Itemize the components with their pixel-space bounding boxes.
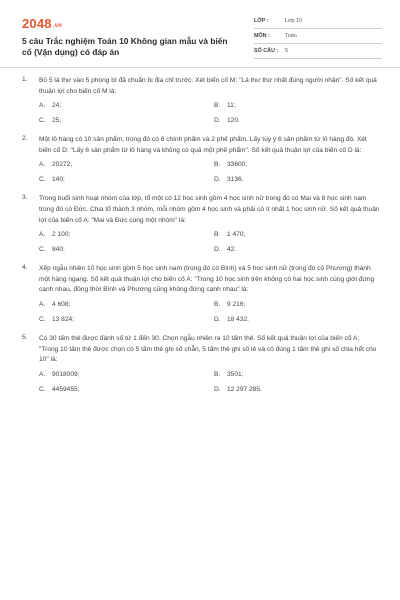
meta-table [254,14,382,59]
question-item [22,76,380,124]
option-text: 120. [227,117,240,125]
logo-suffix: .vn [52,23,63,29]
site-logo[interactable] [22,16,62,31]
option-key: D. [214,117,221,125]
option-key: A. [39,370,46,378]
answer-option-b[interactable] [214,371,384,378]
answer-options [39,371,380,393]
option-key: D. [214,246,221,254]
meta-value: Lớp 10 [285,18,303,24]
answer-option-b[interactable] [214,231,384,238]
option-key: B. [214,102,221,110]
question-number: 3. [22,194,28,202]
option-text: 18 432. [227,315,249,323]
question-text: Có 30 tấm thẻ được đánh số từ 1 đến 30. Chọn ngẫu nhiên ra 10 tấm thẻ. Số kết quả thuận lợi của biến cố A: "Trong 10 tấm thẻ được chọn có 5 tấm thẻ ghi số chẵn, 5 tấm thẻ ghi số lẻ và có đúng 1 tấm thẻ ghi số chia hết cho 10" là: [39,334,377,364]
question-item [22,194,380,253]
question-item [22,135,380,183]
option-key: B. [214,161,221,169]
logo-main: 2048 [22,16,52,31]
option-text: 9 216; [227,300,246,308]
question-list [22,76,380,404]
question-number: 5. [22,333,28,341]
meta-label: MÔN : [254,33,270,39]
answer-option-d[interactable] [214,386,384,393]
answer-option-a[interactable] [39,371,214,378]
option-text: 3136. [227,176,244,184]
answer-option-c[interactable] [39,386,214,393]
question-number: 4. [22,264,28,272]
option-key: D. [214,176,221,184]
option-text: 4459455; [52,385,80,393]
option-text: 33600; [227,161,248,169]
option-text: 840; [52,246,65,254]
option-key: A. [39,102,46,110]
answer-option-b[interactable] [214,161,384,168]
option-text: 4 608; [52,300,71,308]
answer-option-c[interactable] [39,316,214,323]
question-item [22,334,380,393]
option-text: 13 824; [52,315,74,323]
question-text: Bỏ 5 lá thư vào 5 phong bì đã chuẩn bị địa chỉ trước. Xét biến cố M: "Lá thư thứ nhất đúng người nhận". Số kết quả thuận lợi cho biến cố M là: [39,77,377,95]
option-key: B. [214,231,221,239]
option-text: 3501; [227,370,244,378]
option-text: 2 100; [52,231,71,239]
option-text: 1 470; [227,231,246,239]
option-text: 25; [52,117,62,125]
answer-option-b[interactable] [214,102,384,109]
answer-options [39,301,380,323]
answer-option-d[interactable] [214,246,384,253]
option-text: 12 297 285. [227,385,262,393]
option-key: A. [39,231,46,239]
option-key: B. [214,370,221,378]
answer-option-c[interactable] [39,176,214,183]
answer-options [39,231,380,253]
option-text: 24; [52,102,62,110]
question-number: 1. [22,76,28,83]
answer-option-b[interactable] [214,301,384,308]
answer-option-d[interactable] [214,117,384,124]
answer-option-d[interactable] [214,316,384,323]
option-key: B. [214,300,221,308]
answer-option-c[interactable] [39,246,214,253]
meta-label: LỚP : [254,18,269,24]
answer-options [39,102,380,124]
option-text: 140; [52,176,65,184]
option-key: D. [214,315,221,323]
meta-label: SỐ CÂU : [254,48,279,54]
option-key: A. [39,161,46,169]
document-title: 5 câu Trắc nghiệm Toán 10 Không gian mẫu và biến cố (Vận dụng) có đáp án [22,36,228,57]
question-text: Xếp ngẫu nhiên 10 học sinh gồm 5 học sinh nam (trong đó có Bình) và 5 học sinh nữ (trong đó có Phương) thành một hàng ngang. Số kết quả thuận lợi cho biến cố A: "Trong 10 học sinh trên không có hai học sinh cùng giới đứng cạnh nhau, đồng thời Bình và Phương cũng không đứng cạnh nhau" là: [39,265,375,294]
question-item [22,264,380,323]
option-text: 42. [227,246,237,254]
meta-row-subject [254,29,382,44]
option-key: C. [39,117,46,125]
option-text: 9018009; [52,370,80,378]
answer-option-a[interactable] [39,102,214,109]
answer-option-d[interactable] [214,176,384,183]
option-key: C. [39,176,46,184]
question-text: Một lô hàng có 10 sản phẩm, trong đó có 8 chính phẩm và 2 phế phẩm. Lấy tùy ý 6 sản phẩm từ lô hàng đó. Xét biến cố D: "Lấy 6 sản phẩm từ lô hàng và không có quá một phế phẩm". Số kết quả thuận lợi của biến cố D là: [39,136,367,154]
option-text: 11; [227,102,236,110]
answer-option-c[interactable] [39,117,214,124]
meta-value: Toán [285,33,297,39]
answer-option-a[interactable] [39,301,214,308]
meta-row-count [254,44,382,59]
option-text: 20272; [52,161,73,169]
meta-value: 5 [285,48,288,54]
option-key: C. [39,385,46,393]
option-key: C. [39,315,46,323]
option-key: D. [214,385,221,393]
option-key: C. [39,246,46,254]
option-key: A. [39,300,46,308]
answer-option-a[interactable] [39,161,214,168]
answer-option-a[interactable] [39,231,214,238]
header-divider [0,67,400,68]
answer-options [39,161,380,183]
question-text: Trong buổi sinh hoạt nhóm của lớp, tổ một có 12 học sinh gồm 4 học sinh nữ trong đó có Mai và 8 học sinh nam trong đó có Đức. Chia tổ thành 3 nhóm, mỗi nhóm gồm 4 học sinh và phải có ít nhất 1 học sinh nữ. Số kết quả thuận lợi của biến cố A: "Mai và Đức cùng một nhóm" là: [39,195,380,224]
meta-row-class [254,14,382,29]
question-number: 2. [22,135,28,143]
